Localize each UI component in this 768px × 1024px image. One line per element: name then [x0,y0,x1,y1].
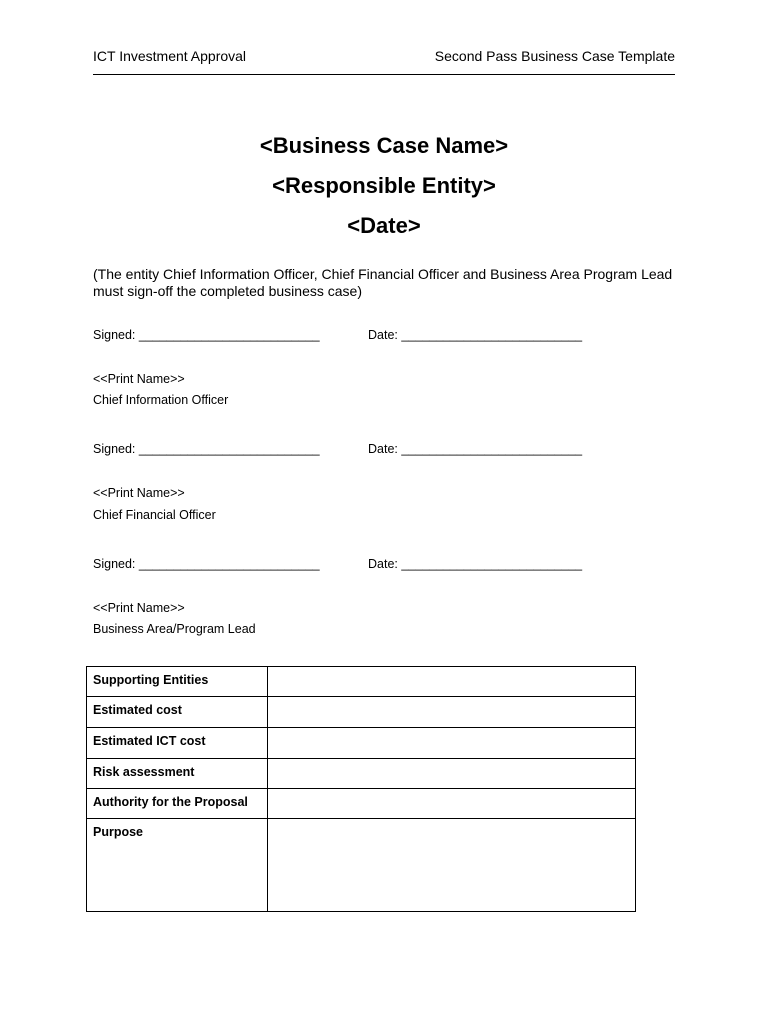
row-value-cell[interactable] [268,667,636,697]
date-field[interactable]: Date: __________________________ [368,557,583,571]
signature-row-cio [93,328,673,344]
table-row [87,819,636,912]
date-title: <Date> [347,213,421,238]
signatory-role: Chief Financial Officer [93,508,216,522]
business-case-name-title: <Business Case Name> [259,133,509,158]
signatory-role: Business Area/Program Lead [93,622,256,636]
header-divider [93,74,675,75]
row-label: Purpose [87,819,268,912]
row-value-cell[interactable] [268,697,636,728]
signed-field[interactable]: Signed: __________________________ [93,557,320,571]
print-name-placeholder: <<Print Name>> [93,601,185,615]
table-row [87,759,636,789]
row-value-cell[interactable] [268,759,636,789]
row-label: Authority for the Proposal [87,789,268,819]
row-label: Risk assessment [87,759,268,789]
row-value-cell[interactable] [268,728,636,759]
signed-field[interactable]: Signed: __________________________ [93,442,320,456]
row-value-cell[interactable] [268,819,636,912]
row-value-cell[interactable] [268,789,636,819]
date-field[interactable]: Date: __________________________ [368,442,583,456]
print-name-placeholder: <<Print Name>> [93,372,185,386]
signoff-instruction: (The entity Chief Information Officer, Chief Financial Officer and Business Area Program Lead must sign-off the completed business case) [93,266,673,299]
row-label: Estimated cost [87,697,268,728]
page-header [93,48,675,64]
table-row [87,789,636,819]
table-row [87,728,636,759]
responsible-entity-title: <Responsible Entity> [272,173,496,198]
signed-field[interactable]: Signed: __________________________ [93,328,320,342]
table-row [87,667,636,697]
header-left-text: ICT Investment Approval [93,48,247,64]
business-case-summary-table [86,666,636,912]
signatory-role: Chief Information Officer [93,393,229,407]
signature-row-program-lead [93,557,673,573]
row-label: Estimated ICT cost [87,728,268,759]
row-label: Supporting Entities [87,667,268,697]
header-right-text: Second Pass Business Case Template [434,48,675,64]
print-name-placeholder: <<Print Name>> [93,486,185,500]
table-row [87,697,636,728]
signature-row-cfo [93,442,673,458]
date-field[interactable]: Date: __________________________ [368,328,583,342]
